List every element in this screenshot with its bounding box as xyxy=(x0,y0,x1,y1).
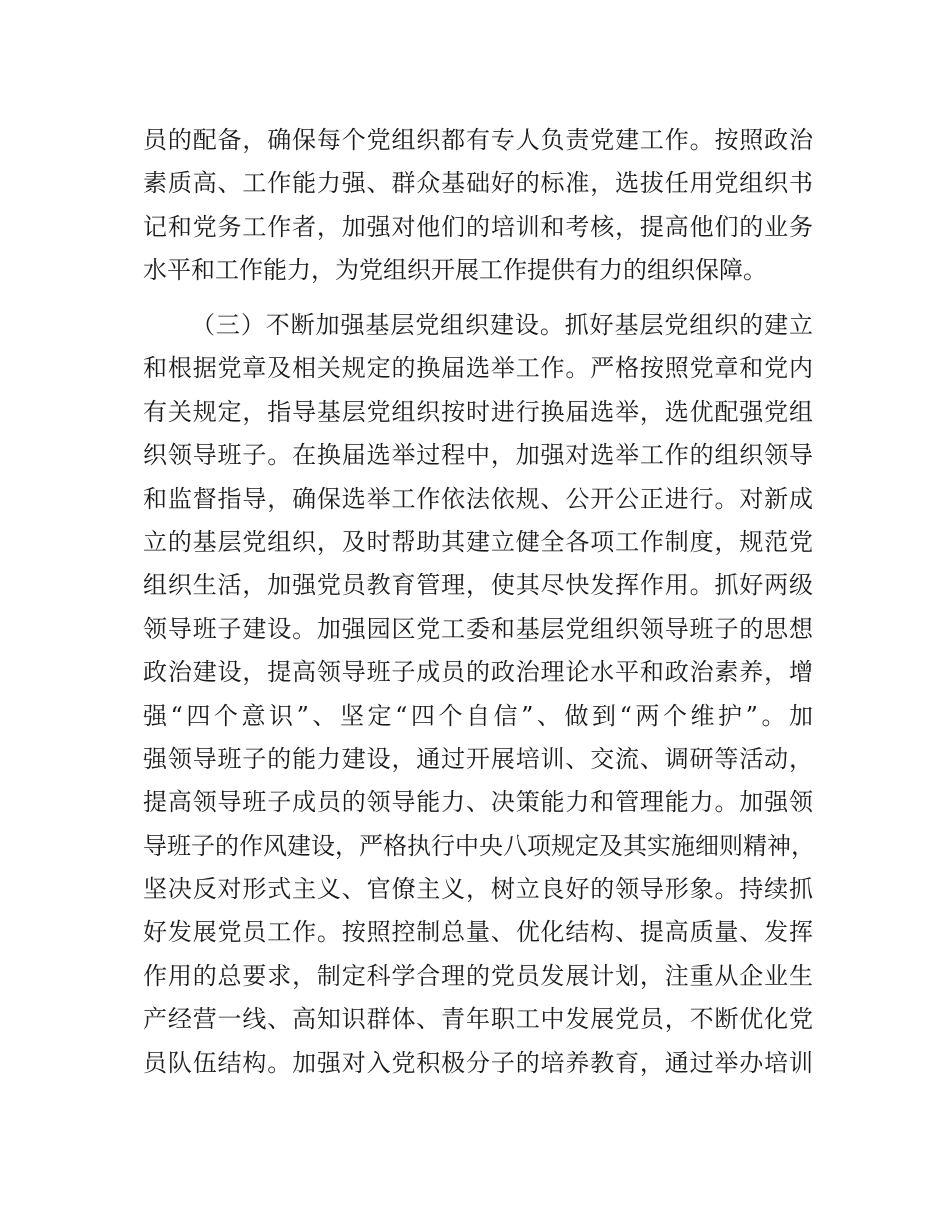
text-line: 素质高、工作能力强、群众基础好的标准，选拔任用党组织书 xyxy=(143,169,813,198)
text-line: 导班子的作风建设，严格执行中央八项规定及其实施细则精神， xyxy=(143,831,815,860)
text-line: 水平和工作能力，为党组织开展工作提供有力的组织保障。 xyxy=(143,256,767,285)
text-line: 领导班子建设。加强园区党工委和基层党组织领导班子的思想 xyxy=(143,614,813,643)
text-line: 记和党务工作者，加强对他们的培训和考核，提高他们的业务 xyxy=(143,212,813,241)
text-line: 有关规定，指导基层党组织按时进行换届选举，选优配强党组 xyxy=(143,397,813,426)
text-line: 和监督指导，确保选举工作依法依规、公开公正进行。对新成 xyxy=(143,484,813,513)
text-line: 作用的总要求，制定科学合理的党员发展计划，注重从企业生 xyxy=(143,961,813,990)
section-heading-line: （三）不断加强基层党组织建设。抓好基层党组织的建立 xyxy=(191,311,813,339)
text-line: 和根据党章及相关规定的换届选举工作。严格按照党章和党内 xyxy=(143,354,813,383)
text-line: 坚决反对形式主义、官僚主义，树立良好的领导形象。持续抓 xyxy=(143,875,813,904)
text-line: 提高领导班子成员的领导能力、决策能力和管理能力。加强领 xyxy=(143,788,813,817)
text-line: 好发展党员工作。按照控制总量、优化结构、提高质量、发挥 xyxy=(143,918,813,947)
text-line: 织领导班子。在换届选举过程中，加强对选举工作的组织领导 xyxy=(143,441,813,470)
paragraph-staffing xyxy=(143,119,813,293)
text-line: 组织生活，加强党员教育管理，使其尽快发挥作用。抓好两级 xyxy=(143,571,813,600)
text-line: 政治建设，提高领导班子成员的政治理论水平和政治素养，增 xyxy=(143,658,813,687)
paragraph-grassroots-building xyxy=(143,304,813,1085)
text-line: 产经营一线、高知识群体、青年职工中发展党员，不断优化党 xyxy=(143,1005,813,1034)
text-line: 强领导班子的能力建设，通过开展培训、交流、调研等活动， xyxy=(143,744,813,773)
text-line: 员的配备，确保每个党组织都有专人负责党建工作。按照政治 xyxy=(143,126,813,154)
text-line: 员队伍结构。加强对入党积极分子的培养教育，通过举办培训 xyxy=(143,1048,813,1077)
text-line: 立的基层党组织，及时帮助其建立健全各项工作制度，规范党 xyxy=(143,527,813,556)
text-line: 强“四个意识”、坚定“四个自信”、做到“两个维护”。加 xyxy=(143,701,813,730)
